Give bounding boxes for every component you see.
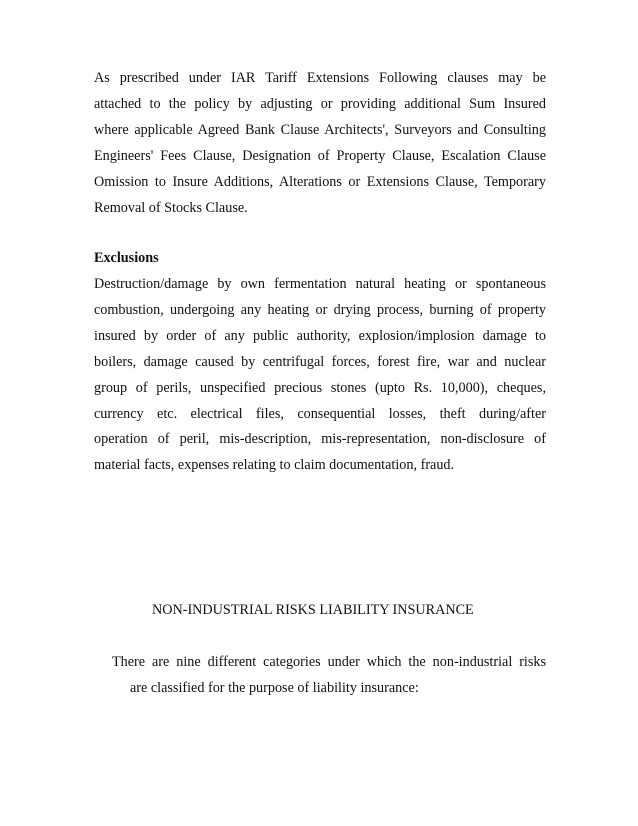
text-line: There are nine different categories under which the non-industrial risks — [112, 654, 546, 670]
intro-paragraph — [94, 66, 546, 221]
text-line: are classified for the purpose of liability insurance: — [130, 679, 419, 696]
text-line: combustion, undergoing any heating or drying process, burning of property — [94, 301, 546, 318]
text-line: Omission to Insure Additions, Alterations or Extensions Clause, Temporary — [94, 173, 546, 190]
text-line: Removal of Stocks Clause. — [94, 199, 248, 216]
text-line: group of perils, unspecified precious stones (upto Rs. 10,000), cheques, — [94, 379, 546, 396]
text-line: attached to the policy by adjusting or providing additional Sum Insured — [94, 95, 546, 112]
text-line: material facts, expenses relating to claim documentation, fraud. — [94, 457, 455, 474]
exclusions-heading: Exclusions — [94, 250, 159, 266]
text-line: As prescribed under IAR Tariff Extensions Following clauses may be — [94, 70, 546, 86]
section-title: NON-INDUSTRIAL RISKS LIABILITY INSURANCE — [152, 602, 474, 618]
text-line: boilers, damage caused by centrifugal forces, forest fire, war and nuclear — [94, 353, 546, 370]
text-line: operation of peril, mis-description, mis-representation, non-disclosure of — [94, 431, 546, 448]
exclusions-paragraph — [94, 272, 546, 479]
text-line: where applicable Agreed Bank Clause Architects', Surveyors and Consulting — [94, 121, 546, 138]
text-line: currency etc. electrical files, consequential losses, theft during/after — [94, 405, 546, 422]
text-line: Engineers' Fees Clause, Designation of Property Clause, Escalation Clause — [94, 147, 546, 164]
text-line: Destruction/damage by own fermentation natural heating or spontaneous — [94, 276, 546, 292]
categories-paragraph — [112, 650, 546, 702]
text-line: insured by order of any public authority, explosion/implosion damage to — [94, 327, 546, 344]
